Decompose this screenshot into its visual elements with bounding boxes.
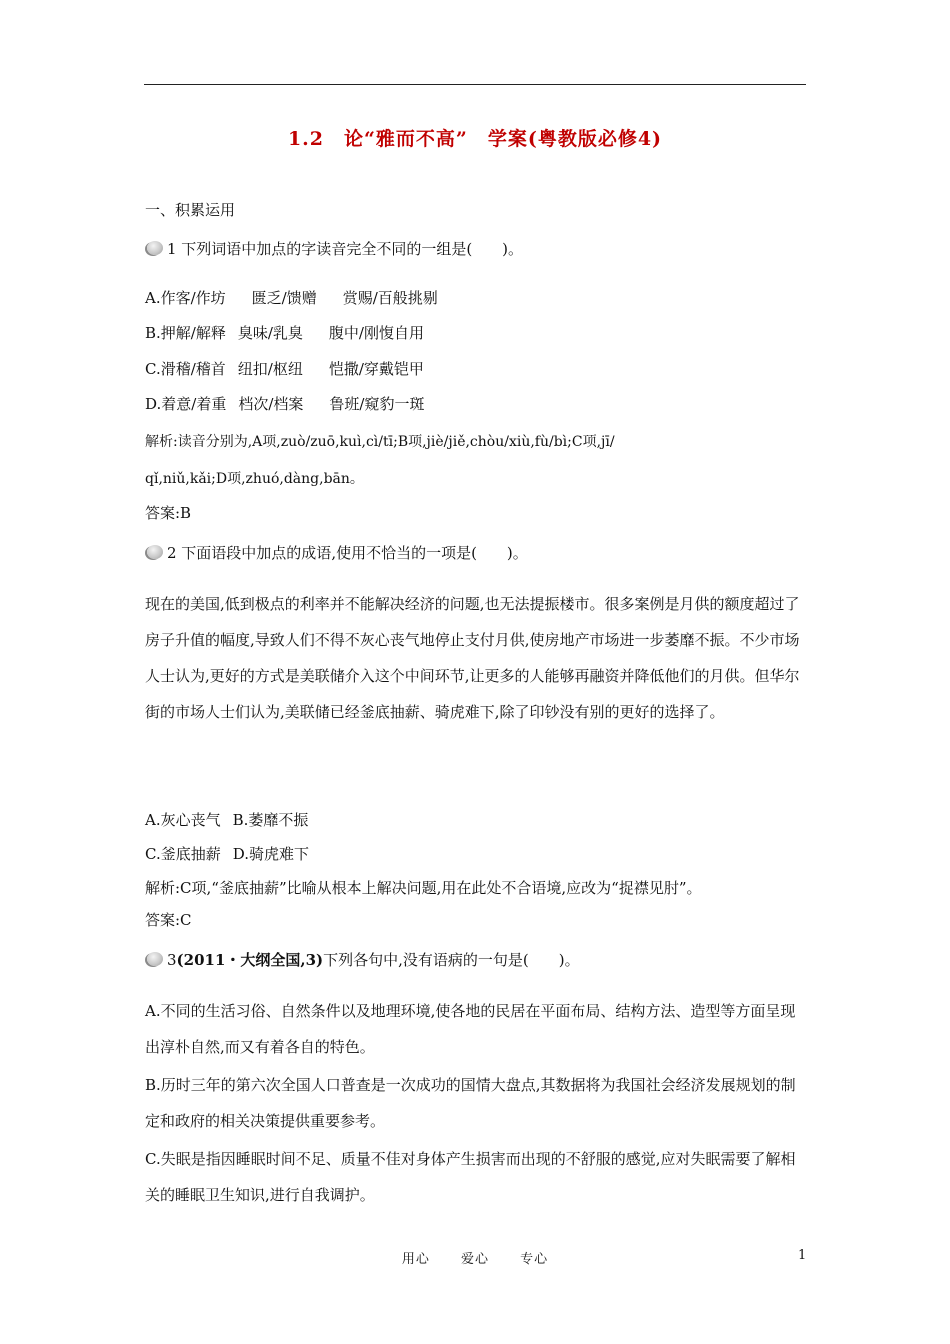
question-1-stem: 1 下列词语中加点的字读音完全不同的一组是( )。: [167, 240, 524, 258]
footer-text-1: 用心: [401, 1252, 430, 1267]
question-2: [145, 542, 528, 564]
question-bullet-icon: [145, 241, 165, 256]
question-3-number: 3: [167, 951, 177, 969]
page-title: 1.2 论“雅而不高” 学案(粤教版必修4): [287, 128, 663, 150]
q3-option-a: A.不同的生活习俗、自然条件以及地理环境,使各地的民居在平面布局、结构方法、造型等方面呈现出淳朴自然,而又有着各自的特色。: [145, 1002, 796, 1056]
q2-options-cd: C.釜底抽薪 D.骑虎难下: [145, 845, 309, 863]
footer-text-3: 专心: [520, 1252, 549, 1267]
question-3-stem: 下列各句中,没有语病的一句是( )。: [323, 951, 580, 969]
q2-answer: 答案:C: [145, 911, 192, 929]
page-footer: [0, 1248, 950, 1267]
q1-analysis-line2: qǐ,niǔ,kǎi;D项,zhuó,dàng,bān。: [145, 471, 364, 487]
header-rule: [144, 84, 806, 85]
section-heading: 一、积累运用: [145, 201, 236, 219]
question-3-source: (2011・大纲全国,3): [176, 951, 324, 969]
question-bullet-icon: [145, 952, 165, 967]
question-3: [145, 949, 580, 971]
q1-option-a: A.作客/作坊 匮乏/馈赠 赏赐/百般挑剔: [145, 289, 438, 307]
q1-option-c: C.滑稽/稽首 纽扣/枢纽 恺撒/穿戴铠甲: [145, 360, 424, 378]
q1-option-b: B.押解/解释 臭味/乳臭 腹中/刚愎自用: [145, 324, 424, 342]
q3-option-c: C.失眠是指因睡眠时间不足、质量不佳对身体产生损害而出现的不舒服的感觉,应对失眠需要了解相关的睡眠卫生知识,进行自我调护。: [145, 1150, 796, 1204]
q1-option-d: D.着意/着重 档次/档案 鲁班/窥豹一斑: [145, 395, 425, 413]
q3-option-b: B.历时三年的第六次全国人口普查是一次成功的国情大盘点,其数据将为我国社会经济发展规划的制定和政府的相关决策提供重要参考。: [145, 1076, 796, 1130]
page-number: 1: [798, 1248, 807, 1263]
footer-text-2: 爱心: [460, 1252, 489, 1267]
q2-analysis: 解析:C项,“釜底抽薪”比喻从根本上解决问题,用在此处不合语境,应改为“捉襟见肘”。: [145, 879, 702, 897]
q1-analysis-line1: 解析:读音分别为,A项,zuò/zuō,kuì,cì/tī;B项,jiè/jiě,chòu/xiù,fù/bì;C项,jī/: [145, 434, 615, 450]
q2-passage: 现在的美国,低到极点的利率并不能解决经济的问题,也无法提振楼市。很多案例是月供的额度超过了房子升值的幅度,导致人们不得不灰心丧气地停止支付月供,使房地产市场进一步萎靡不振。不少市场人士认为,更好的方式是美联储介入这个中间环节,让更多的人能够再融资并降低他们的月供。但华尔街的市场人士们认为,美联储已经釜底抽薪、骑虎难下,除了印钞没有别的更好的选择了。: [145, 595, 800, 721]
q2-options-ab: A.灰心丧气 B.萎靡不振: [145, 811, 309, 829]
question-1: [145, 238, 523, 260]
q1-answer: 答案:B: [145, 504, 192, 522]
question-bullet-icon: [145, 545, 165, 560]
question-2-stem: 2 下面语段中加点的成语,使用不恰当的一项是( )。: [167, 544, 528, 562]
